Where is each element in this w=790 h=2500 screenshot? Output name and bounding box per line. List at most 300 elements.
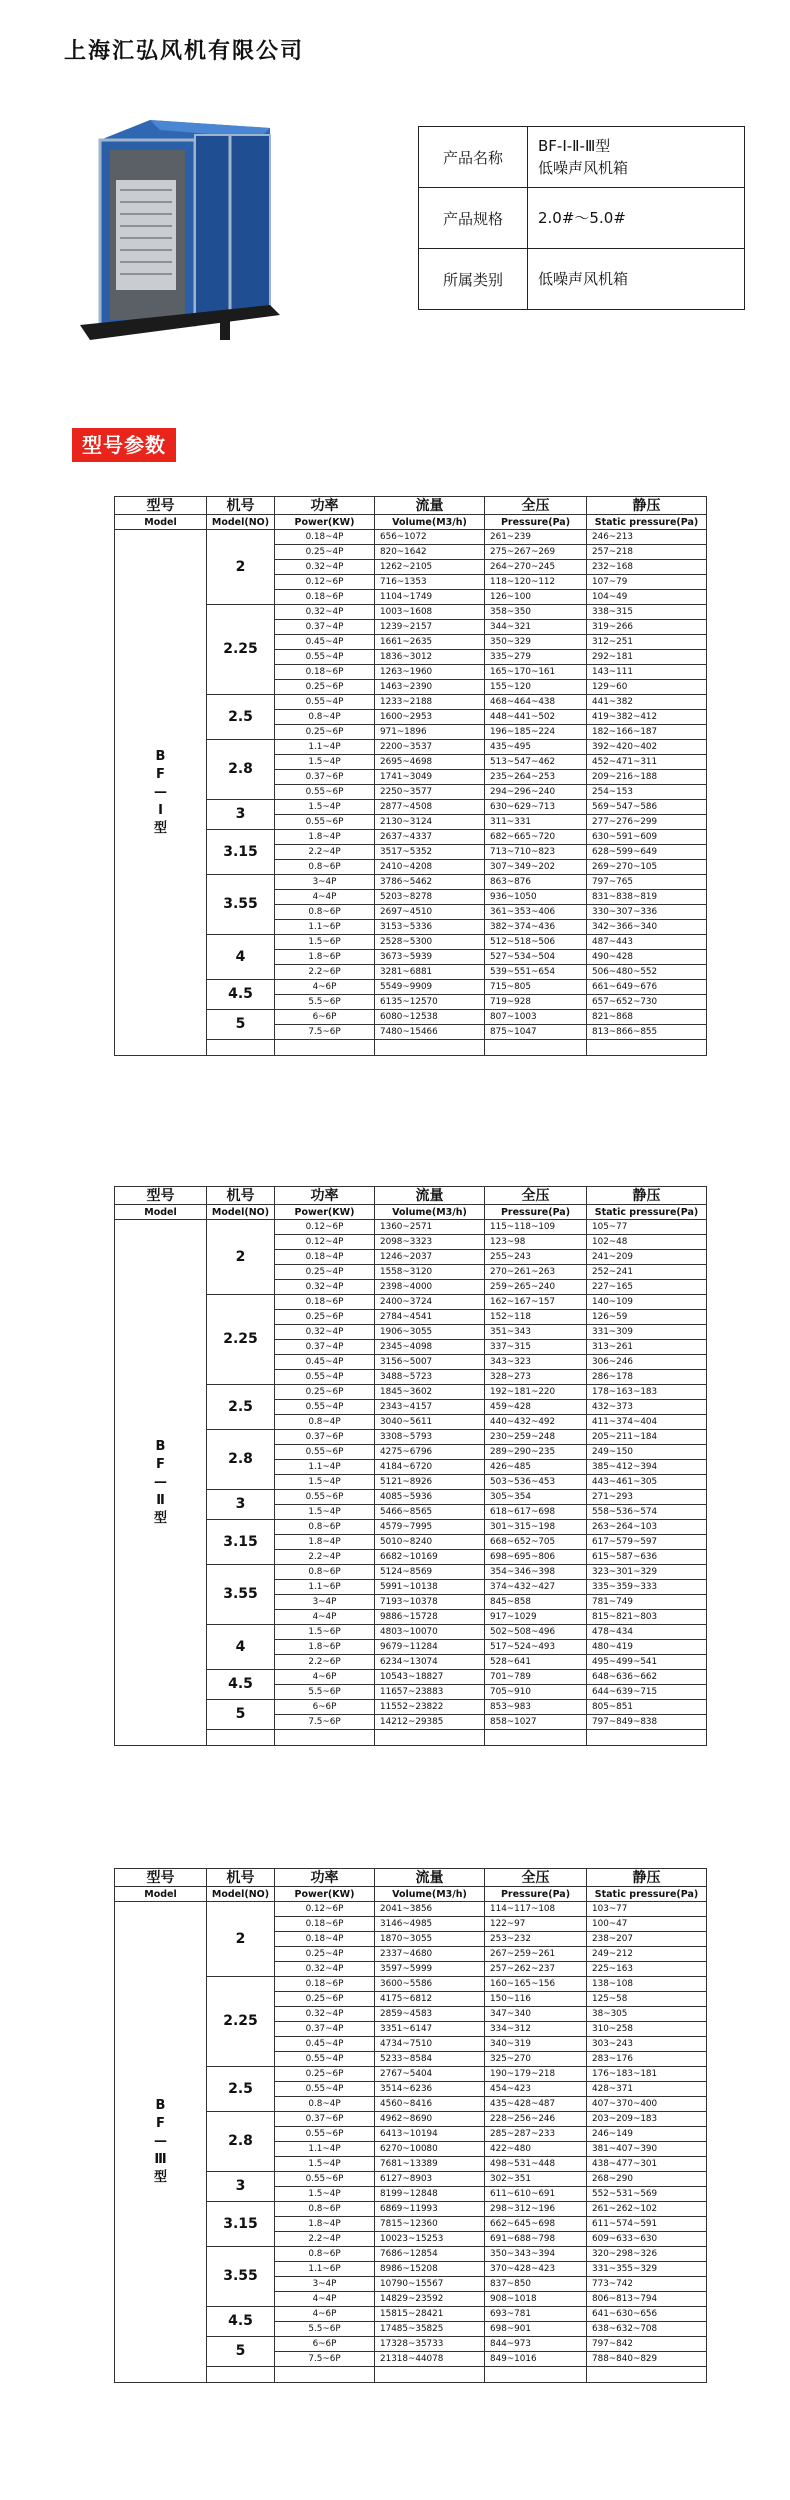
column-header-cn: 机号 xyxy=(207,1187,275,1205)
column-header-en: Static pressure(Pa) xyxy=(587,1205,707,1220)
static-pressure-cell: 558~536~574 xyxy=(587,1505,707,1520)
volume-cell: 1003~1608 xyxy=(375,605,485,620)
volume-cell: 820~1642 xyxy=(375,545,485,560)
power-cell: 1.1~4P xyxy=(275,2142,375,2157)
volume-cell: 3281~6881 xyxy=(375,965,485,980)
volume-cell: 1463~2390 xyxy=(375,680,485,695)
pressure-cell: 350~343~394 xyxy=(485,2247,587,2262)
volume-cell: 2528~5300 xyxy=(375,935,485,950)
volume-cell: 3146~4985 xyxy=(375,1917,485,1932)
pressure-cell: 858~1027 xyxy=(485,1715,587,1730)
blank-cell xyxy=(207,2367,275,2383)
static-pressure-cell: 490~428 xyxy=(587,950,707,965)
pressure-cell: 253~232 xyxy=(485,1932,587,1947)
pressure-cell: 302~351 xyxy=(485,2172,587,2187)
pressure-cell: 165~170~161 xyxy=(485,665,587,680)
model-char: — xyxy=(154,2134,167,2149)
pressure-cell: 307~349~202 xyxy=(485,860,587,875)
machine-number-cell: 2.5 xyxy=(207,695,275,740)
static-pressure-cell: 331~309 xyxy=(587,1325,707,1340)
static-pressure-cell: 506~480~552 xyxy=(587,965,707,980)
volume-cell: 1661~2635 xyxy=(375,635,485,650)
power-cell: 5.5~6P xyxy=(275,995,375,1010)
static-pressure-cell: 342~366~340 xyxy=(587,920,707,935)
static-pressure-cell: 125~58 xyxy=(587,1992,707,2007)
volume-cell: 10543~18827 xyxy=(375,1670,485,1685)
model-char: — xyxy=(154,1474,167,1490)
power-cell: 4~6P xyxy=(275,980,375,995)
static-pressure-cell: 320~298~326 xyxy=(587,2247,707,2262)
pressure-cell: 719~928 xyxy=(485,995,587,1010)
info-label: 产品名称 xyxy=(419,127,528,188)
power-cell: 4~6P xyxy=(275,2307,375,2322)
pressure-cell: 257~262~237 xyxy=(485,1962,587,1977)
blank-cell xyxy=(207,1730,275,1746)
pressure-cell: 837~850 xyxy=(485,2277,587,2292)
volume-cell: 1239~2157 xyxy=(375,620,485,635)
info-row xyxy=(419,127,745,188)
column-header-en: Pressure(Pa) xyxy=(485,515,587,530)
machine-number-cell: 2.25 xyxy=(207,605,275,695)
power-cell: 0.25~6P xyxy=(275,725,375,740)
power-cell: 0.55~6P xyxy=(275,2172,375,2187)
power-cell: 1.5~4P xyxy=(275,755,375,770)
power-cell: 0.55~6P xyxy=(275,1490,375,1505)
model-cell xyxy=(115,1220,207,1746)
power-cell: 1.5~4P xyxy=(275,2187,375,2202)
machine-number-cell: 3.15 xyxy=(207,830,275,875)
volume-cell: 2695~4698 xyxy=(375,755,485,770)
volume-cell: 3308~5793 xyxy=(375,1430,485,1445)
machine-number-cell: 2.8 xyxy=(207,1430,275,1490)
power-cell: 0.8~6P xyxy=(275,1520,375,1535)
info-value: 2.0#～5.0# xyxy=(528,188,745,249)
volume-cell: 2200~3537 xyxy=(375,740,485,755)
static-pressure-cell: 661~649~676 xyxy=(587,980,707,995)
static-pressure-cell: 209~216~188 xyxy=(587,770,707,785)
pressure-cell: 668~652~705 xyxy=(485,1535,587,1550)
column-header-en: Model xyxy=(115,515,207,530)
table-row xyxy=(115,530,707,545)
power-cell: 0.18~6P xyxy=(275,665,375,680)
power-cell: 0.8~4P xyxy=(275,1415,375,1430)
static-pressure-cell: 277~276~299 xyxy=(587,815,707,830)
static-pressure-cell: 611~574~591 xyxy=(587,2217,707,2232)
volume-cell: 3786~5462 xyxy=(375,875,485,890)
static-pressure-cell: 797~842 xyxy=(587,2337,707,2352)
static-pressure-cell: 138~108 xyxy=(587,1977,707,1992)
pressure-cell: 435~428~487 xyxy=(485,2097,587,2112)
blank-cell xyxy=(587,1040,707,1056)
volume-cell: 2877~4508 xyxy=(375,800,485,815)
machine-number-cell: 3 xyxy=(207,2172,275,2202)
pressure-cell: 115~118~109 xyxy=(485,1220,587,1235)
power-cell: 1.5~4P xyxy=(275,1505,375,1520)
column-header-cn: 功率 xyxy=(275,1187,375,1205)
power-cell: 0.55~6P xyxy=(275,1445,375,1460)
static-pressure-cell: 249~150 xyxy=(587,1445,707,1460)
static-pressure-cell: 178~163~183 xyxy=(587,1385,707,1400)
power-cell: 2.2~6P xyxy=(275,965,375,980)
power-cell: 0.25~6P xyxy=(275,680,375,695)
volume-cell: 7681~13389 xyxy=(375,2157,485,2172)
pressure-cell: 155~120 xyxy=(485,680,587,695)
volume-cell: 1870~3055 xyxy=(375,1932,485,1947)
volume-cell: 2345~4098 xyxy=(375,1340,485,1355)
power-cell: 7.5~6P xyxy=(275,1715,375,1730)
volume-cell: 5010~8240 xyxy=(375,1535,485,1550)
power-cell: 1.8~4P xyxy=(275,830,375,845)
volume-cell: 1263~1960 xyxy=(375,665,485,680)
pressure-cell: 351~343 xyxy=(485,1325,587,1340)
static-pressure-cell: 638~632~708 xyxy=(587,2322,707,2337)
column-header-en: Volume(M3/h) xyxy=(375,1887,485,1902)
machine-number-cell: 3.55 xyxy=(207,1565,275,1625)
volume-cell: 3673~5939 xyxy=(375,950,485,965)
header-row-en xyxy=(115,1887,707,1902)
power-cell: 0.32~4P xyxy=(275,1325,375,1340)
column-header-cn: 机号 xyxy=(207,1869,275,1887)
static-pressure-cell: 487~443 xyxy=(587,935,707,950)
power-cell: 0.18~4P xyxy=(275,1932,375,1947)
static-pressure-cell: 107~79 xyxy=(587,575,707,590)
model-char: — xyxy=(154,784,167,800)
volume-cell: 5991~10138 xyxy=(375,1580,485,1595)
pressure-cell: 370~428~423 xyxy=(485,2262,587,2277)
static-pressure-cell: 797~849~838 xyxy=(587,1715,707,1730)
static-pressure-cell: 480~419 xyxy=(587,1640,707,1655)
model-cell xyxy=(115,1902,207,2383)
static-pressure-cell: 385~412~394 xyxy=(587,1460,707,1475)
power-cell: 1.5~6P xyxy=(275,935,375,950)
column-header-en: Model xyxy=(115,1205,207,1220)
model-char: F xyxy=(156,2116,165,2131)
volume-cell: 1906~3055 xyxy=(375,1325,485,1340)
volume-cell: 4579~7995 xyxy=(375,1520,485,1535)
power-cell: 5.5~6P xyxy=(275,1685,375,1700)
power-cell: 0.18~6P xyxy=(275,1295,375,1310)
volume-cell: 14212~29385 xyxy=(375,1715,485,1730)
machine-number-cell: 2.5 xyxy=(207,2067,275,2112)
power-cell: 0.45~4P xyxy=(275,1355,375,1370)
volume-cell: 2337~4680 xyxy=(375,1947,485,1962)
power-cell: 1.8~4P xyxy=(275,1535,375,1550)
machine-number-cell: 3.55 xyxy=(207,875,275,935)
static-pressure-cell: 310~258 xyxy=(587,2022,707,2037)
static-pressure-cell: 419~382~412 xyxy=(587,710,707,725)
static-pressure-cell: 143~111 xyxy=(587,665,707,680)
pressure-cell: 261~239 xyxy=(485,530,587,545)
static-pressure-cell: 495~499~541 xyxy=(587,1655,707,1670)
static-pressure-cell: 271~293 xyxy=(587,1490,707,1505)
power-cell: 1.1~4P xyxy=(275,740,375,755)
static-pressure-cell: 441~382 xyxy=(587,695,707,710)
static-pressure-cell: 104~49 xyxy=(587,590,707,605)
header-row-cn xyxy=(115,497,707,515)
static-pressure-cell: 129~60 xyxy=(587,680,707,695)
pressure-cell: 498~531~448 xyxy=(485,2157,587,2172)
power-cell: 6~6P xyxy=(275,1010,375,1025)
pressure-cell: 235~264~253 xyxy=(485,770,587,785)
pressure-cell: 267~259~261 xyxy=(485,1947,587,1962)
pressure-cell: 440~432~492 xyxy=(485,1415,587,1430)
model-char: B xyxy=(155,2098,166,2113)
power-cell: 1.8~6P xyxy=(275,1640,375,1655)
table-row xyxy=(115,1902,707,1917)
column-header-cn: 静压 xyxy=(587,497,707,515)
pressure-cell: 691~688~798 xyxy=(485,2232,587,2247)
machine-number-cell: 2.25 xyxy=(207,1977,275,2067)
pressure-cell: 503~536~453 xyxy=(485,1475,587,1490)
model-char: 型 xyxy=(153,1510,167,1526)
pressure-cell: 468~464~438 xyxy=(485,695,587,710)
static-pressure-cell: 182~166~187 xyxy=(587,725,707,740)
volume-cell: 4962~8690 xyxy=(375,2112,485,2127)
machine-number-cell: 4 xyxy=(207,1625,275,1670)
static-pressure-cell: 103~77 xyxy=(587,1902,707,1917)
blank-cell xyxy=(485,2367,587,2383)
info-value: BF-Ⅰ-Ⅱ-Ⅲ型 低噪声风机箱 xyxy=(528,127,745,188)
power-cell: 0.12~6P xyxy=(275,1902,375,1917)
product-photo xyxy=(80,120,280,350)
static-pressure-cell: 331~355~329 xyxy=(587,2262,707,2277)
volume-cell: 17485~35825 xyxy=(375,2322,485,2337)
power-cell: 1.5~4P xyxy=(275,800,375,815)
machine-number-cell: 5 xyxy=(207,1700,275,1730)
pressure-cell: 301~315~198 xyxy=(485,1520,587,1535)
volume-cell: 4734~7510 xyxy=(375,2037,485,2052)
volume-cell: 1558~3120 xyxy=(375,1265,485,1280)
blank-cell xyxy=(375,2367,485,2383)
column-header-en: Power(KW) xyxy=(275,515,375,530)
power-cell: 0.18~4P xyxy=(275,1250,375,1265)
pressure-cell: 853~983 xyxy=(485,1700,587,1715)
static-pressure-cell: 323~301~329 xyxy=(587,1565,707,1580)
model-char: Ⅲ xyxy=(154,2152,167,2167)
power-cell: 0.18~6P xyxy=(275,1977,375,1992)
pressure-cell: 190~179~218 xyxy=(485,2067,587,2082)
volume-cell: 3351~6147 xyxy=(375,2022,485,2037)
machine-number-cell: 3 xyxy=(207,1490,275,1520)
pressure-cell: 152~118 xyxy=(485,1310,587,1325)
pressure-cell: 162~167~157 xyxy=(485,1295,587,1310)
static-pressure-cell: 805~851 xyxy=(587,1700,707,1715)
machine-number-cell: 2.5 xyxy=(207,1385,275,1430)
volume-cell: 656~1072 xyxy=(375,530,485,545)
power-cell: 4~6P xyxy=(275,1670,375,1685)
static-pressure-cell: 381~407~390 xyxy=(587,2142,707,2157)
power-cell: 0.8~6P xyxy=(275,905,375,920)
power-cell: 1.1~6P xyxy=(275,1580,375,1595)
static-pressure-cell: 261~262~102 xyxy=(587,2202,707,2217)
power-cell: 6~6P xyxy=(275,1700,375,1715)
pressure-cell: 382~374~436 xyxy=(485,920,587,935)
column-header-cn: 流量 xyxy=(375,1187,485,1205)
blank-cell xyxy=(375,1040,485,1056)
power-cell: 2.2~6P xyxy=(275,1655,375,1670)
volume-cell: 4085~5936 xyxy=(375,1490,485,1505)
column-header-en: Pressure(Pa) xyxy=(485,1205,587,1220)
static-pressure-cell: 411~374~404 xyxy=(587,1415,707,1430)
column-header-cn: 机号 xyxy=(207,497,275,515)
pressure-cell: 328~273 xyxy=(485,1370,587,1385)
pressure-cell: 354~346~398 xyxy=(485,1565,587,1580)
power-cell: 0.25~6P xyxy=(275,2067,375,2082)
volume-cell: 1104~1749 xyxy=(375,590,485,605)
pressure-cell: 259~265~240 xyxy=(485,1280,587,1295)
pressure-cell: 270~261~263 xyxy=(485,1265,587,1280)
pressure-cell: 845~858 xyxy=(485,1595,587,1610)
power-cell: 1.5~4P xyxy=(275,2157,375,2172)
column-header-cn: 静压 xyxy=(587,1869,707,1887)
blank-cell xyxy=(485,1040,587,1056)
pressure-cell: 917~1029 xyxy=(485,1610,587,1625)
column-header-cn: 型号 xyxy=(115,497,207,515)
power-cell: 1.1~6P xyxy=(275,920,375,935)
power-cell: 3~4P xyxy=(275,2277,375,2292)
machine-number-cell: 4.5 xyxy=(207,1670,275,1700)
pressure-cell: 539~551~654 xyxy=(485,965,587,980)
volume-cell: 1845~3602 xyxy=(375,1385,485,1400)
column-header-en: Volume(M3/h) xyxy=(375,515,485,530)
pressure-cell: 682~665~720 xyxy=(485,830,587,845)
section-title-badge: 型号参数 xyxy=(72,428,176,462)
product-info-table xyxy=(418,126,745,310)
blank-cell xyxy=(587,2367,707,2383)
volume-cell: 6413~10194 xyxy=(375,2127,485,2142)
model-char: F xyxy=(156,1456,165,1472)
volume-cell: 7193~10378 xyxy=(375,1595,485,1610)
pressure-cell: 196~185~224 xyxy=(485,725,587,740)
static-pressure-cell: 617~579~597 xyxy=(587,1535,707,1550)
pressure-cell: 715~805 xyxy=(485,980,587,995)
power-cell: 0.32~4P xyxy=(275,2007,375,2022)
power-cell: 0.25~4P xyxy=(275,1947,375,1962)
pressure-cell: 289~290~235 xyxy=(485,1445,587,1460)
column-header-cn: 型号 xyxy=(115,1869,207,1887)
power-cell: 0.55~6P xyxy=(275,785,375,800)
column-header-en: Static pressure(Pa) xyxy=(587,515,707,530)
volume-cell: 6270~10080 xyxy=(375,2142,485,2157)
static-pressure-cell: 813~866~855 xyxy=(587,1025,707,1040)
machine-number-cell: 4.5 xyxy=(207,2307,275,2337)
power-cell: 0.25~6P xyxy=(275,1992,375,2007)
pressure-cell: 459~428 xyxy=(485,1400,587,1415)
volume-cell: 6080~12538 xyxy=(375,1010,485,1025)
static-pressure-cell: 552~531~569 xyxy=(587,2187,707,2202)
static-pressure-cell: 657~652~730 xyxy=(587,995,707,1010)
volume-cell: 3040~5611 xyxy=(375,1415,485,1430)
static-pressure-cell: 312~251 xyxy=(587,635,707,650)
power-cell: 0.8~6P xyxy=(275,2247,375,2262)
model-cell xyxy=(115,530,207,1056)
volume-cell: 1262~2105 xyxy=(375,560,485,575)
parameter-table-bf-3 xyxy=(114,1868,707,2383)
static-pressure-cell: 105~77 xyxy=(587,1220,707,1235)
volume-cell: 5203~8278 xyxy=(375,890,485,905)
pressure-cell: 426~485 xyxy=(485,1460,587,1475)
power-cell: 0.25~6P xyxy=(275,1385,375,1400)
pressure-cell: 435~495 xyxy=(485,740,587,755)
power-cell: 0.55~6P xyxy=(275,815,375,830)
blank-cell xyxy=(587,1730,707,1746)
power-cell: 2.2~4P xyxy=(275,845,375,860)
power-cell: 2.2~4P xyxy=(275,1550,375,1565)
model-char: B xyxy=(155,748,166,764)
volume-cell: 6127~8903 xyxy=(375,2172,485,2187)
power-cell: 0.32~4P xyxy=(275,1962,375,1977)
power-cell: 0.55~6P xyxy=(275,2127,375,2142)
pressure-cell: 118~120~112 xyxy=(485,575,587,590)
pressure-cell: 630~629~713 xyxy=(485,800,587,815)
model-char: 型 xyxy=(153,820,167,836)
power-cell: 0.55~4P xyxy=(275,650,375,665)
column-header-cn: 流量 xyxy=(375,1869,485,1887)
volume-cell: 2784~4541 xyxy=(375,1310,485,1325)
blank-cell xyxy=(207,1040,275,1056)
pressure-cell: 325~270 xyxy=(485,2052,587,2067)
static-pressure-cell: 615~587~636 xyxy=(587,1550,707,1565)
pressure-cell: 936~1050 xyxy=(485,890,587,905)
volume-cell: 2859~4583 xyxy=(375,2007,485,2022)
static-pressure-cell: 478~434 xyxy=(587,1625,707,1640)
power-cell: 5.5~6P xyxy=(275,2322,375,2337)
volume-cell: 5549~9909 xyxy=(375,980,485,995)
volume-cell: 3517~5352 xyxy=(375,845,485,860)
static-pressure-cell: 225~163 xyxy=(587,1962,707,1977)
volume-cell: 716~1353 xyxy=(375,575,485,590)
volume-cell: 4275~6796 xyxy=(375,1445,485,1460)
column-header-cn: 型号 xyxy=(115,1187,207,1205)
volume-cell: 3153~5336 xyxy=(375,920,485,935)
column-header-en: Model(NO) xyxy=(207,515,275,530)
table-row xyxy=(115,1220,707,1235)
pressure-cell: 340~319 xyxy=(485,2037,587,2052)
pressure-cell: 454~423 xyxy=(485,2082,587,2097)
power-cell: 1.8~4P xyxy=(275,2217,375,2232)
info-value: 低噪声风机箱 xyxy=(528,249,745,310)
static-pressure-cell: 238~207 xyxy=(587,1932,707,1947)
pressure-cell: 255~243 xyxy=(485,1250,587,1265)
volume-cell: 3600~5586 xyxy=(375,1977,485,1992)
info-label: 所属类别 xyxy=(419,249,528,310)
volume-cell: 3597~5999 xyxy=(375,1962,485,1977)
power-cell: 0.55~4P xyxy=(275,1400,375,1415)
blank-cell xyxy=(275,1040,375,1056)
static-pressure-cell: 443~461~305 xyxy=(587,1475,707,1490)
power-cell: 0.8~6P xyxy=(275,2202,375,2217)
static-pressure-cell: 205~211~184 xyxy=(587,1430,707,1445)
static-pressure-cell: 254~153 xyxy=(587,785,707,800)
static-pressure-cell: 286~178 xyxy=(587,1370,707,1385)
pressure-cell: 334~312 xyxy=(485,2022,587,2037)
power-cell: 4~4P xyxy=(275,2292,375,2307)
static-pressure-cell: 263~264~103 xyxy=(587,1520,707,1535)
volume-cell: 5466~8565 xyxy=(375,1505,485,1520)
volume-cell: 5233~8584 xyxy=(375,2052,485,2067)
volume-cell: 2398~4000 xyxy=(375,1280,485,1295)
static-pressure-cell: 641~630~656 xyxy=(587,2307,707,2322)
blank-cell xyxy=(275,1730,375,1746)
volume-cell: 1741~3049 xyxy=(375,770,485,785)
static-pressure-cell: 781~749 xyxy=(587,1595,707,1610)
volume-cell: 21318~44078 xyxy=(375,2352,485,2367)
static-pressure-cell: 831~838~819 xyxy=(587,890,707,905)
volume-cell: 17328~35733 xyxy=(375,2337,485,2352)
static-pressure-cell: 338~315 xyxy=(587,605,707,620)
power-cell: 0.37~6P xyxy=(275,2112,375,2127)
static-pressure-cell: 203~209~183 xyxy=(587,2112,707,2127)
